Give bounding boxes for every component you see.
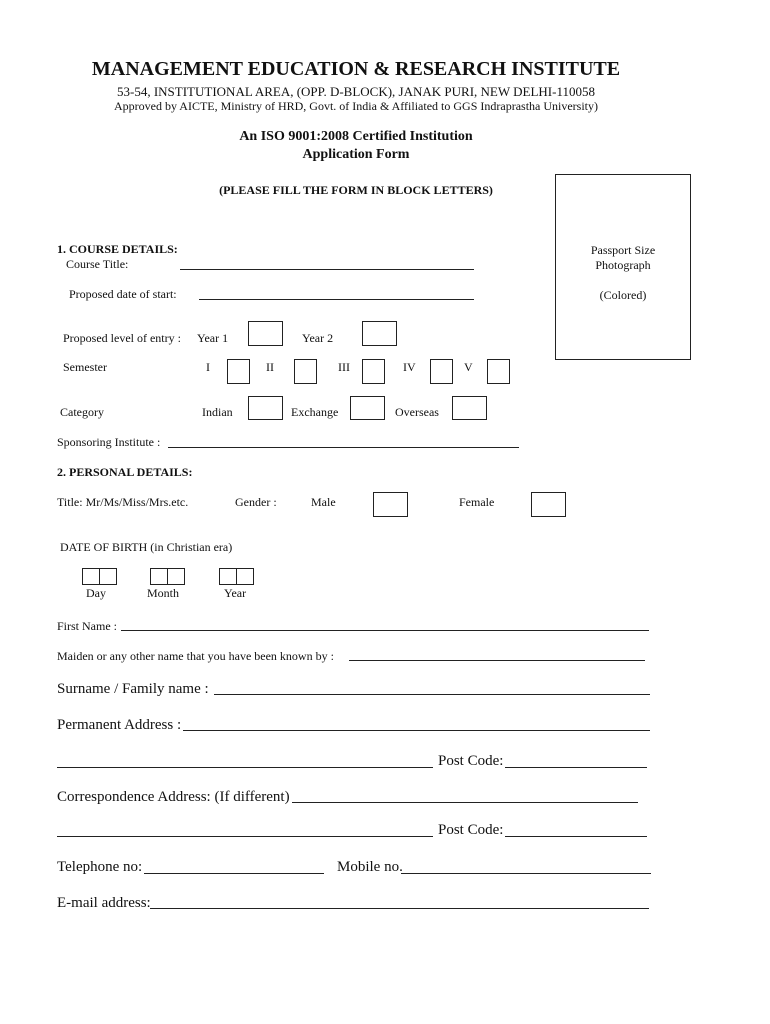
post-code-2-field[interactable] [505,836,647,837]
category-indian-checkbox[interactable] [248,396,283,420]
sem-v-checkbox[interactable] [487,359,510,384]
male-checkbox[interactable] [373,492,408,517]
email-field[interactable] [150,908,649,909]
dob-month-box-1[interactable] [150,568,168,585]
approval-note: Approved by AICTE, Ministry of HRD, Govt. of India & Affiliated to GGS Indraprastha University) [113,99,599,113]
maiden-name-label: Maiden or any other name that you have been known by : [57,649,334,663]
dob-year-label: Year [224,586,247,600]
section-course-heading: 1. COURSE DETAILS: [57,242,178,256]
fill-instruction: (PLEASE FILL THE FORM IN BLOCK LETTERS) [219,183,493,197]
permanent-address-line-2[interactable] [57,767,433,768]
year2-label: Year 2 [302,331,334,345]
sem-ii-checkbox[interactable] [294,359,317,384]
dob-year-box-2[interactable] [236,568,254,585]
dob-day-box-2[interactable] [99,568,117,585]
dob-label: DATE OF BIRTH (in Christian era) [60,540,233,554]
male-label: Male [311,495,336,509]
post-code-label: Post Code: [438,753,504,769]
sem-iii-label: III [338,360,350,374]
category-overseas-label: Overseas [395,405,439,419]
telephone-label: Telephone no: [57,859,143,875]
title-label: Title: Mr/Ms/Miss/Mrs.etc. [57,495,189,509]
dob-month-label: Month [147,586,180,600]
first-name-field[interactable] [121,630,649,631]
female-checkbox[interactable] [531,492,566,517]
post-code-field[interactable] [505,767,647,768]
sem-ii-label: II [266,360,274,374]
gender-label: Gender : [235,495,277,509]
category-indian-label: Indian [202,405,233,419]
course-title-label: Course Title: [66,257,129,271]
sponsor-label: Sponsoring Institute : [57,435,161,449]
year2-checkbox[interactable] [362,321,397,346]
category-label: Category [60,405,104,419]
dob-year-box-1[interactable] [219,568,237,585]
correspondence-address-field[interactable] [292,802,638,803]
entry-level-label: Proposed level of entry : [63,331,181,345]
sem-iv-label: IV [403,360,416,374]
first-name-label: First Name : [57,619,117,633]
category-exchange-label: Exchange [291,405,339,419]
institute-name: MANAGEMENT EDUCATION & RESEARCH INSTITUTE [91,58,621,80]
surname-label: Surname / Family name : [57,681,209,697]
sem-iv-checkbox[interactable] [430,359,453,384]
institute-address: 53-54, INSTITUTIONAL AREA, (OPP. D-BLOCK), JANAK PURI, NEW DELHI-110058 [117,84,595,99]
surname-field[interactable] [214,694,650,695]
email-label: E-mail address: [57,895,151,911]
year1-checkbox[interactable] [248,321,283,346]
maiden-name-field[interactable] [349,660,645,661]
mobile-label: Mobile no. [337,859,403,875]
dob-day-box-1[interactable] [82,568,100,585]
mobile-field[interactable] [401,873,651,874]
iso-certification: An ISO 9001:2008 Certified Institution [239,129,473,144]
photo-colored-note: (Colored) [599,288,647,302]
category-overseas-checkbox[interactable] [452,396,487,420]
telephone-field[interactable] [144,873,324,874]
female-label: Female [459,495,495,509]
course-title-field[interactable] [180,269,474,270]
category-exchange-checkbox[interactable] [350,396,385,420]
photo-label: Photograph [595,258,651,272]
start-date-field[interactable] [199,299,474,300]
year1-label: Year 1 [197,331,229,345]
sem-i-label: I [206,360,210,374]
form-title: Application Form [302,147,410,162]
correspondence-address-label: Correspondence Address: (If different) [57,789,290,805]
permanent-address-field[interactable] [183,730,650,731]
sem-iii-checkbox[interactable] [362,359,385,384]
semester-label: Semester [63,360,107,374]
permanent-address-label: Permanent Address : [57,717,182,733]
sponsor-field[interactable] [168,447,519,448]
dob-month-box-2[interactable] [167,568,185,585]
dob-day-label: Day [86,586,106,600]
section-personal-heading: 2. PERSONAL DETAILS: [57,465,193,479]
start-date-label: Proposed date of start: [69,287,177,301]
correspondence-address-line-2[interactable] [57,836,433,837]
photo-label: Passport Size [590,243,656,257]
sem-v-label: V [464,360,473,374]
post-code-2-label: Post Code: [438,822,504,838]
sem-i-checkbox[interactable] [227,359,250,384]
